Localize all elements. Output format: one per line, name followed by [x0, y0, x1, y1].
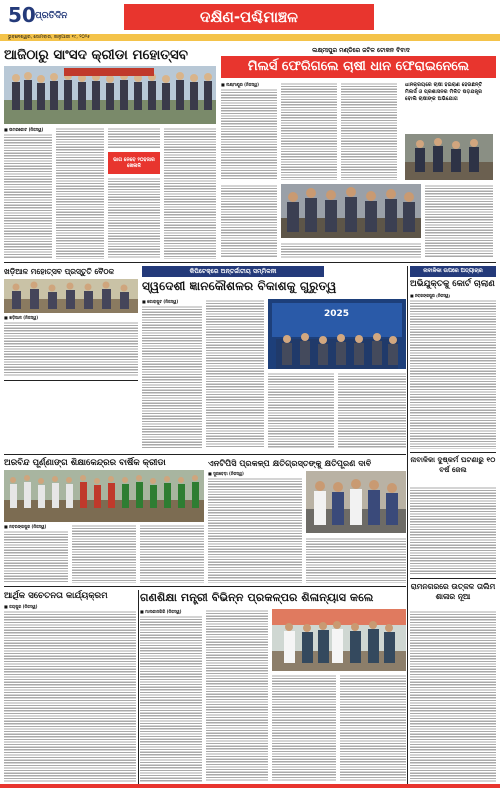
story2-headline: [221, 56, 496, 78]
story1-col3b: [108, 177, 160, 259]
story5-photo: [4, 470, 204, 522]
divider-v-right: [407, 266, 408, 784]
story8-dateline: ■ ମାଲକାନଗିରି (ନିଜସ୍ୱ): [140, 609, 182, 614]
story6-col2: [306, 537, 406, 583]
right-body2: [410, 486, 496, 574]
right-divider2: [410, 578, 496, 579]
story4-kicker-text: କିପିଟେକ୍‌ରେ ଅନ୍ତର୍ଜାତୀୟ ସମ୍ମିଳନୀ: [189, 268, 277, 275]
story6-col1: [208, 477, 302, 583]
story1-kicker: [108, 152, 160, 174]
story5-col1: [4, 530, 68, 583]
right-headline2-text: ନାବାଳିକା ଦୁଷ୍କର୍ମ ଘଟଣାରୁ ୧୦ ବର୍ଷ ଜେଲ: [410, 455, 496, 474]
divider-h4: [4, 586, 406, 587]
story2-col-bottom1: [221, 184, 277, 258]
banner-year: 2025: [324, 309, 350, 319]
story4-headline: ସ୍ୱଦେଶୀ ଜ୍ଞାନକୌଶଳର ବିକାଶକୁ ଗୁରୁତ୍ୱ: [142, 279, 337, 293]
story-khariar-festival: [4, 266, 138, 378]
story8-col4: [340, 674, 406, 782]
story5-block: [4, 457, 204, 583]
story3-dateline: ■ ଖଡ଼ିଆଳ (ନିଜସ୍ୱ): [4, 315, 39, 320]
story-minister-foundation: [140, 590, 406, 784]
divider-h3: [4, 454, 406, 455]
story3-headline: ଖଡ଼ିଆଳ ମହୋତ୍ସବ ପ୍ରସ୍ତୁତି ବୈଠକ: [4, 267, 115, 276]
story6-photo: [306, 471, 406, 533]
section-title-text: ଦକ୍ଷିଣ-ପଶ୍ଚିମାଞ୍ଚଳ: [200, 8, 298, 26]
divider-v-left-bottom: [138, 590, 139, 784]
right-headline3: [410, 582, 496, 608]
story2-dateline: ■ ଲକ୍ଷ୍ମୀପୁର (ନିଜସ୍ୱ): [221, 82, 259, 87]
story2-headline-text: ମିଲର୍ସ ଫେରିଗଲେ ଚାଷୀ ଧାନ ଫେରାଇନେଲେ: [247, 59, 470, 74]
story2-col1: [221, 88, 277, 180]
masthead: [0, 0, 500, 42]
story5-dateline: ■ ନବରଙ୍ଗପୁର (ନିଜସ୍ୱ): [4, 524, 47, 529]
story8-col1: [140, 615, 202, 782]
story7-body: [4, 610, 136, 782]
right-headline2: [410, 455, 496, 485]
story-ntpc-compensation: [208, 457, 406, 583]
logo: [8, 3, 86, 31]
right-column: [410, 266, 496, 784]
story8-headline: ଗଣଶିକ୍ଷା ମନ୍ତ୍ରୀ ବିଭିନ୍ନ ପ୍ରକଳ୍ପର ଶିଳାନ୍ୟାସ କଲେ: [140, 591, 374, 604]
story2-col-bottom2: [425, 184, 493, 258]
logo-text: ପ୍ରତିଦିନ: [35, 11, 68, 21]
story7-dateline: ■ ଜୟପୁର (ନିଜସ୍ୱ): [4, 604, 38, 609]
story6-headline: ଏନଟିପିସି ପ୍ରକଳ୍ପ କ୍ଷତିଗ୍ରସ୍ତଙ୍କୁ କ୍ଷତିପୂରଣ ଦାବି: [208, 458, 372, 468]
story2-kicker: ଲକ୍ଷ୍ମୀପୁର ମଣ୍ଡିରେ ଜଟିଳ ଟୋକନ ବିବାଦ: [312, 47, 410, 54]
story-kipitec-conference: [142, 266, 406, 452]
divider-h1: [4, 262, 496, 263]
story7-headline: ଆର୍ଥିକ ସଚେତନତା କାର୍ଯ୍ୟକ୍ରମ: [4, 591, 108, 601]
story2-col2: [281, 82, 337, 180]
story1-col4: [164, 127, 216, 259]
story2-col3: [341, 82, 397, 180]
story4-col3: [268, 372, 334, 448]
story6-dateline: ■ ସୁନାବେଡ଼ା (ନିଜସ୍ୱ): [208, 471, 244, 476]
story3-photo: [4, 279, 138, 313]
right-divider1: [410, 452, 496, 453]
story2-quote: [405, 82, 493, 132]
story5-col3: [140, 524, 204, 583]
story1-headline: ଆଜିଠାରୁ ସାଂସଦ କ୍ରୀଡା ମହୋତ୍ସବ: [4, 47, 188, 63]
story1-kicker-text: ଭାଗ ନେବେ ୨୦ହଜାର ଖେଳାଳି: [113, 157, 155, 169]
right-body3: [410, 610, 496, 782]
right-headline3-text: ରାମନଗରରେ ଉତ୍କଳ ତାଲିମ ଶାଳାର ନୂଆ: [410, 582, 496, 601]
story2-col-bottom3: [281, 242, 421, 258]
story1-col3a: [108, 127, 160, 149]
date-line: ଭୁବନେଶ୍ୱର, ସୋମବାର, ଜାନୁଆରୀ ୧୯, ୨୦୨୫: [8, 35, 91, 40]
story1-col1: [4, 133, 52, 259]
story4-col1: [142, 305, 202, 448]
story4-dateline: ■ କୋରାପୁଟ (ନିଜସ୍ୱ): [142, 299, 179, 304]
story2-photo-large: [281, 184, 421, 238]
story-sports-festival: [4, 46, 216, 260]
story4-photo: [268, 299, 406, 369]
story4-col2: [206, 299, 264, 448]
right-kicker: [410, 266, 496, 277]
story2-photo-small: [405, 134, 493, 180]
logo-number: 50: [8, 3, 36, 27]
right-headline1: ଅଭିଯୁକ୍ତକୁ କୋର୍ଟ ଚାଲାଣ: [410, 279, 495, 289]
story1-col2: [56, 127, 104, 259]
story2-quote-text: ଧାନକ୍ରୟରେ ଚାଷୀ ହଇରାଣ ହେଉଛନ୍ତି ମିଲର୍ସ ଓ ପ୍ରଶାସନର ମିଳିତ ଷଡ଼ଯନ୍ତ୍ର ବୋଲି ଚାଷୀଙ୍କ ଅଭିଯୋଗ: [405, 82, 483, 102]
right-kicker-text: ନାବାଳିକା ଉପରେ ଅତ୍ୟାଚାର: [423, 268, 483, 274]
story3-body: [4, 321, 138, 377]
right-dateline: ■ ନବରଙ୍ଗପୁର (ନିଜସ୍ୱ): [410, 293, 451, 298]
story8-col2: [206, 609, 268, 782]
story5-headline: ଅରବିନ୍ଦ ପୂର୍ଣ୍ଣାଙ୍ଗ ଶିକ୍ଷାକେନ୍ଦ୍ରର ବାର୍ଷିକ କ୍ରୀଡା: [4, 458, 166, 468]
story1-photo: [4, 66, 216, 124]
section-title: [124, 4, 374, 30]
story-financial-awareness: [4, 590, 136, 784]
divider-h2: [4, 380, 138, 381]
story4-kicker: [142, 266, 324, 277]
story8-col3: [272, 674, 336, 782]
right-body1: [410, 299, 496, 449]
story1-dateline: ■ ଉମରକୋଟ (ନିଜସ୍ୱ): [4, 127, 44, 132]
story8-photo: [272, 609, 406, 671]
story4-col4: [338, 372, 406, 448]
story5-col2: [72, 524, 136, 583]
story-mandi-dispute: [221, 46, 496, 260]
